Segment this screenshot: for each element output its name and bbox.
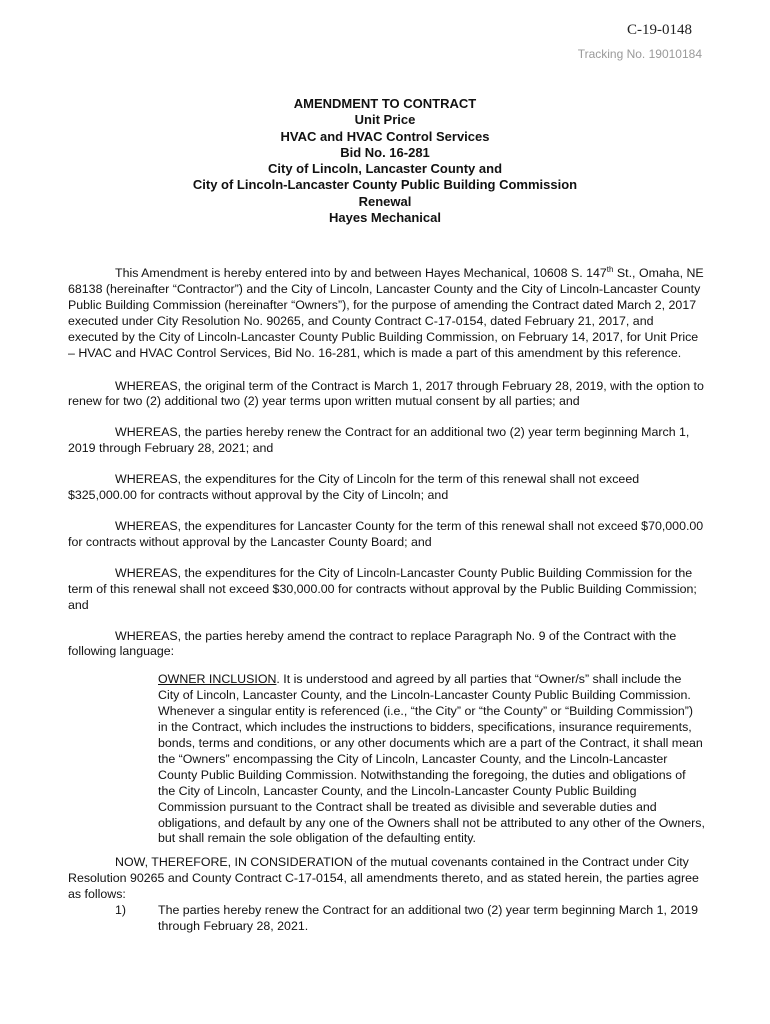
whereas-paragraph: WHEREAS, the expenditures for Lancaster County for the term of this renewal shall not exceed $70,000.00 for contracts without approval by the Lancaster County Board; and	[68, 519, 704, 549]
now-therefore-paragraph: NOW, THEREFORE, IN CONSIDERATION of the mutual covenants contained in the Contract under City Resolution 90265 and County Contract C-17-0154, all amendments thereto, and as stated herein, the parties agree as follows:	[68, 855, 699, 902]
title-line: Hayes Mechanical	[328, 210, 441, 226]
title-line: Bid No. 16-281	[340, 144, 430, 160]
title-line: Renewal	[358, 193, 412, 209]
list-number: 1)	[115, 903, 127, 918]
title-line: City of Lincoln-Lancaster County Public Building Commission	[192, 177, 578, 193]
whereas-paragraph: WHEREAS, the parties hereby renew the Contract for an additional two (2) year term beginning March 1, 2019 through February 28, 2021; and	[68, 425, 690, 456]
owner-inclusion-paragraph: OWNER INCLUSION. It is understood and agreed by all parties that “Owner/s” shall include the City of Lincoln, Lancaster County, and the Lincoln-Lancaster County Public Building Commission. Whenever a singular entity is referenced (i.e., “the City” or “the County” or “Building Commission”) in the Contract, which includes the instructions to bidders, specifications, insurance requirements, bonds, terms and conditions, or any other documents which are a part of the Contract, it shall mean the “Owners” encompassing the City of Lincoln, Lancaster County, and the Lincoln-Lancaster County Public Building Commission. Notwithstanding the foregoing, the duties and obligations of the City of Lincoln, Lancaster County, and the Lincoln-Lancaster County Public Building Commission pursuant to the Contract shall be treated as divisible and severable duties and obligations, and default by any one of the Owners shall not be attributed to any other of the Owners, but shall remain the sole obligation of the defaulting entity.	[158, 672, 705, 846]
document-body	[68, 262, 706, 935]
title-line: AMENDMENT TO CONTRACT	[293, 96, 477, 111]
tracking-number: Tracking No. 19010184	[577, 47, 702, 61]
title-line: HVAC and HVAC Control Services	[280, 128, 490, 144]
intro-paragraph: This Amendment is hereby entered into by and between Hayes Mechanical, 10608 S. 147th St., Omaha, NE 68138 (hereinafter “Contractor”) and the City of Lincoln, Lancaster County and the City of Lincoln-Lancaster County Public Building Commission (hereinafter “Owners”), for the purpose of amending the Contract dated March 2, 2017 executed under City Resolution No. 90265, and County Contract C-17-0154, dated February 21, 2017, and executed by the City of Lincoln-Lancaster County Public Building Commission, on February 14, 2017, for Unit Price – HVAC and HVAC Control Services, Bid No. 16-281, which is made a part of this amendment by this reference.	[68, 265, 704, 360]
whereas-paragraph: WHEREAS, the expenditures for the City of Lincoln-Lancaster County Public Building Commission for the term of this renewal shall not exceed $30,000.00 for contracts without approval by the Public Building Commission; and	[68, 565, 697, 612]
whereas-paragraph: WHEREAS, the parties hereby amend the contract to replace Paragraph No. 9 of the Contract with the following language:	[68, 628, 677, 659]
title-line: Unit Price	[354, 112, 416, 128]
whereas-paragraph: WHEREAS, the original term of the Contract is March 1, 2017 through February 28, 2019, with the option to renew for two (2) additional two (2) year terms upon written mutual consent by all parties; and	[68, 378, 704, 409]
document-number: C-19-0148	[627, 22, 692, 38]
list-text: The parties hereby renew the Contract for an additional two (2) year term beginning March 1, 2019 through February 28, 2021.	[158, 903, 698, 933]
owner-inclusion-heading: OWNER INCLUSION	[158, 672, 277, 687]
whereas-paragraph: WHEREAS, the expenditures for the City of Lincoln for the term of this renewal shall not exceed $325,000.00 for contracts without approval by the City of Lincoln; and	[68, 472, 640, 503]
title-block	[0, 96, 770, 226]
superscript: th	[606, 265, 614, 274]
title-line: City of Lincoln, Lancaster County and	[267, 161, 503, 177]
list-item	[68, 903, 706, 935]
